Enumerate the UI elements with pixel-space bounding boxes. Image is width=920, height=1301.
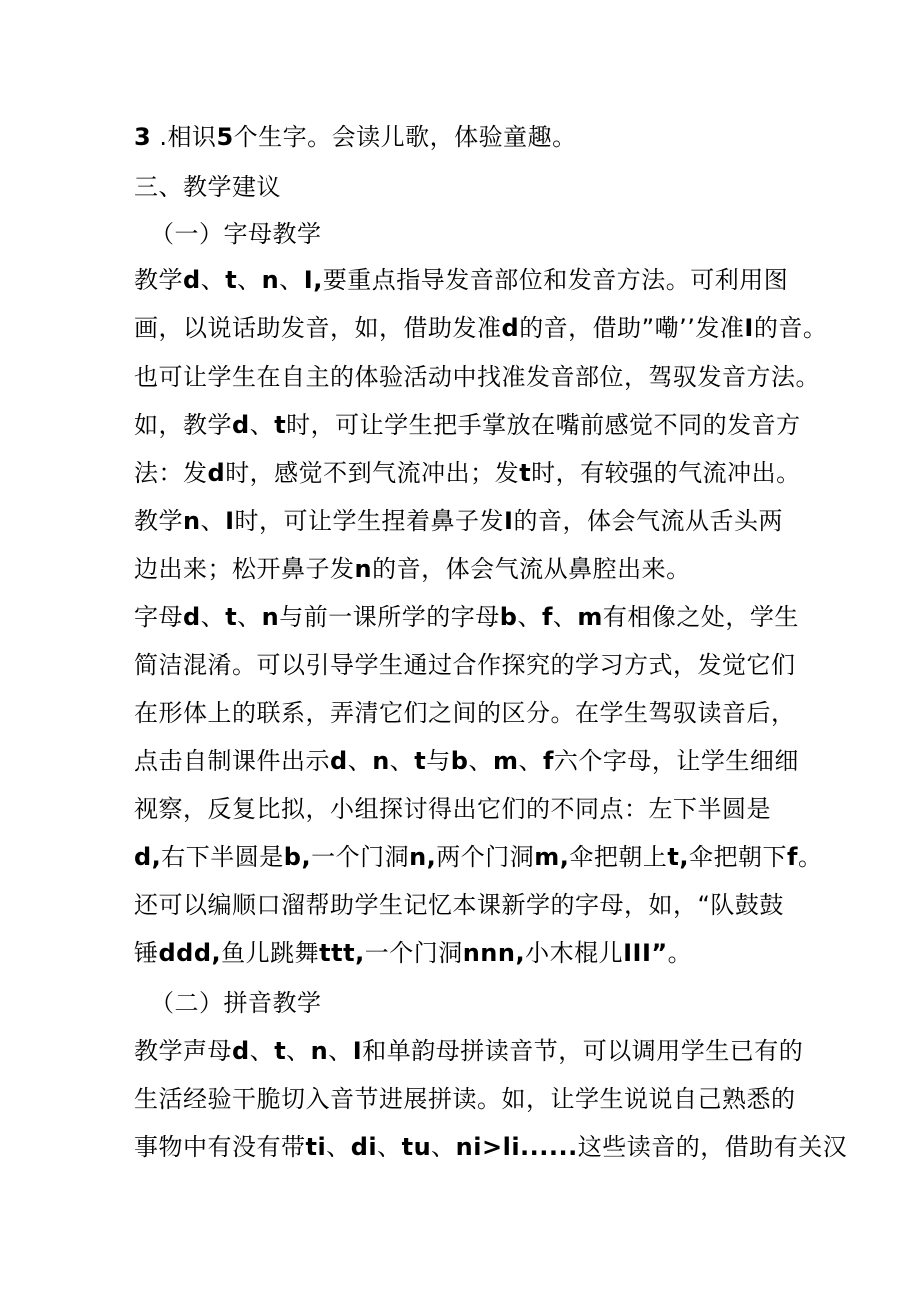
- bold-letter: b: [450, 747, 469, 775]
- text-segment: 、: [200, 507, 226, 535]
- text-segment: 、: [279, 266, 304, 294]
- bold-letter: 3: [134, 123, 152, 151]
- text-segment: 、: [431, 1133, 456, 1161]
- bold-letter: n: [310, 1037, 329, 1065]
- text-segment: 的音，体会气流从鼻腔出来。: [372, 555, 691, 583]
- bold-letter: ti: [305, 1133, 327, 1161]
- text-segment: 个生字。会读儿歌，体验童趣。: [233, 123, 577, 151]
- text-line: [134, 746, 799, 776]
- text-segment: .相识: [151, 123, 217, 151]
- text-segment: 的音，借助”嘞’’发准: [519, 314, 745, 342]
- bold-letter: b: [499, 603, 518, 631]
- text-line: [134, 1084, 796, 1114]
- text-segment: 时，可让学生捏着鼻子发: [234, 507, 505, 535]
- bold-letter: nnn,: [462, 939, 526, 967]
- text-segment: 点击自制课件出示: [134, 747, 330, 775]
- text-segment: 一个门洞: [311, 843, 410, 871]
- text-line: [134, 698, 796, 728]
- text-segment: 锤: [134, 939, 159, 967]
- text-segment: 。: [797, 843, 823, 871]
- text-segment: 一个门洞: [364, 939, 463, 967]
- bold-letter: f: [542, 747, 554, 775]
- bold-letter: d: [330, 747, 348, 775]
- text-line: [134, 554, 691, 584]
- bold-letter: m: [577, 603, 603, 631]
- text-segment: 小木棍儿: [525, 939, 624, 967]
- text-segment: 三、教学建议: [134, 173, 281, 201]
- bold-letter: f: [541, 603, 553, 631]
- text-segment: 的音，体会气流从舌头两: [513, 507, 783, 535]
- text-segment: 教学: [134, 507, 183, 535]
- bold-letter: I: [225, 507, 235, 535]
- text-segment: 和单韵母拼读音节，可以调用学生已有的: [362, 1037, 804, 1065]
- text-segment: 画，以说话助发音，如，借助发准: [134, 314, 502, 342]
- text-segment: 还可以编顺口溜帮助学生记忆本课新学的字母，如，“队鼓鼓: [134, 891, 784, 919]
- text-segment: 右下半圆是: [161, 843, 284, 871]
- bold-letter: ttt,: [319, 939, 365, 967]
- text-segment: 、: [326, 1133, 351, 1161]
- text-line: [134, 410, 801, 440]
- text-segment: 这些读音的，借助有关汉: [577, 1133, 848, 1161]
- text-segment: 、: [517, 603, 542, 631]
- text-segment: 事物中有没有带: [134, 1133, 306, 1161]
- text-segment: 、: [249, 411, 275, 439]
- text-segment: 教学声母: [134, 1037, 232, 1065]
- bold-letter: b,: [283, 843, 312, 871]
- text-line: [134, 842, 822, 872]
- bold-letter: t: [274, 411, 287, 439]
- text-line: [134, 650, 796, 680]
- text-segment: 法：发: [134, 459, 208, 487]
- text-segment: 时，可让学生把手掌放在嘴前感觉不同的发音方: [286, 411, 801, 439]
- text-segment: 如，教学: [134, 411, 232, 439]
- text-line: [134, 1036, 803, 1066]
- text-segment: 也可让学生在自主的体验活动中找准发音部位，驾驭发音方法。: [134, 363, 820, 391]
- text-segment: 生活经验干脆切入音节进展拼读。如，让学生说说自己熟悉的: [134, 1085, 796, 1113]
- text-line: [150, 219, 322, 249]
- bold-letter: n: [261, 266, 280, 294]
- text-segment: 两个门洞: [436, 843, 535, 871]
- text-segment: 、: [468, 747, 493, 775]
- text-segment: 、: [377, 1133, 402, 1161]
- bold-letter: ddd,: [158, 939, 222, 967]
- bold-letter: m,: [534, 843, 570, 871]
- bold-letter: n: [183, 507, 201, 535]
- bold-letter: t: [225, 266, 238, 294]
- text-segment: （二）拼音教学: [150, 989, 322, 1017]
- text-segment: 、: [200, 603, 226, 631]
- text-segment: 六个字母，让学生细细: [553, 747, 799, 775]
- text-segment: 、: [552, 603, 578, 631]
- bold-letter: d: [207, 459, 226, 487]
- text-segment: 在形体上的联系，弄清它们之间的区分。在学生驾驭读音后，: [134, 699, 796, 727]
- text-segment: 视察，反复比拟，小组探讨得出它们的不同点：左下半圆是: [134, 795, 771, 823]
- bold-letter: 5: [216, 123, 234, 151]
- text-segment: 、: [347, 747, 373, 775]
- text-line: [134, 938, 692, 968]
- bold-letter: ni>li......: [455, 1133, 578, 1161]
- text-line: [134, 794, 771, 824]
- bold-letter: tu: [401, 1133, 432, 1161]
- text-segment: 与: [426, 747, 451, 775]
- text-segment: 伞把朝下: [689, 843, 788, 871]
- bold-letter: m: [492, 747, 519, 775]
- bold-letter: I,: [303, 266, 323, 294]
- text-segment: 、: [286, 1037, 311, 1065]
- bold-letter: f: [787, 843, 798, 871]
- bold-letter: d: [183, 603, 201, 631]
- text-segment: 的音。: [753, 314, 828, 342]
- bold-letter: di: [350, 1133, 378, 1161]
- text-line: [134, 506, 783, 536]
- bold-letter: n: [354, 555, 373, 583]
- bold-letter: n: [372, 747, 390, 775]
- text-segment: 、: [328, 1037, 353, 1065]
- text-segment: 。: [667, 939, 693, 967]
- bold-letter: I: [744, 314, 754, 342]
- text-line: [150, 988, 322, 1018]
- bold-letter: d: [232, 411, 250, 439]
- bold-letter: n,: [409, 843, 437, 871]
- text-segment: 边出来；松开鼻子发: [134, 555, 355, 583]
- text-line: [134, 1132, 847, 1162]
- text-segment: 与前一课所学的字母: [279, 603, 500, 631]
- text-segment: 时，感觉不到气流冲出；发: [225, 459, 520, 487]
- text-segment: 有相像之处，学生: [602, 603, 799, 631]
- bold-letter: n: [261, 603, 280, 631]
- text-segment: （一）字母教学: [150, 220, 322, 248]
- bold-letter: t: [414, 747, 427, 775]
- text-segment: 、: [200, 266, 226, 294]
- text-segment: 、: [237, 603, 262, 631]
- text-segment: 、: [389, 747, 415, 775]
- text-segment: 简洁混淆。可以引导学生通过合作探究的学习方式，发觉它们: [134, 651, 796, 679]
- text-line: [134, 172, 281, 202]
- bold-letter: I: [352, 1037, 363, 1065]
- text-segment: 、: [237, 266, 262, 294]
- bold-letter: t: [225, 603, 238, 631]
- text-segment: 要重点指导发音部位和发音方法。可利用图: [322, 266, 789, 294]
- bold-letter: t: [519, 459, 532, 487]
- bold-letter: d: [232, 1037, 250, 1065]
- bold-letter: III”: [623, 939, 668, 967]
- text-line: [134, 265, 788, 295]
- text-segment: 鱼儿跳舞: [221, 939, 320, 967]
- bold-letter: d: [501, 314, 520, 342]
- bold-letter: d,: [134, 843, 162, 871]
- text-line: [134, 122, 577, 152]
- bold-letter: t: [274, 1037, 287, 1065]
- text-line: [134, 890, 784, 920]
- text-line: [134, 362, 820, 392]
- text-segment: 、: [518, 747, 543, 775]
- bold-letter: I: [504, 507, 514, 535]
- text-segment: 字母: [134, 603, 183, 631]
- text-line: [134, 602, 799, 632]
- bold-letter: d: [183, 266, 201, 294]
- text-segment: 教学: [134, 266, 183, 294]
- text-line: [134, 458, 801, 488]
- text-segment: 时，有较强的气流冲出。: [531, 459, 801, 487]
- text-line: [134, 313, 827, 343]
- text-segment: 伞把朝上: [569, 843, 668, 871]
- bold-letter: t,: [667, 843, 690, 871]
- text-segment: 、: [249, 1037, 275, 1065]
